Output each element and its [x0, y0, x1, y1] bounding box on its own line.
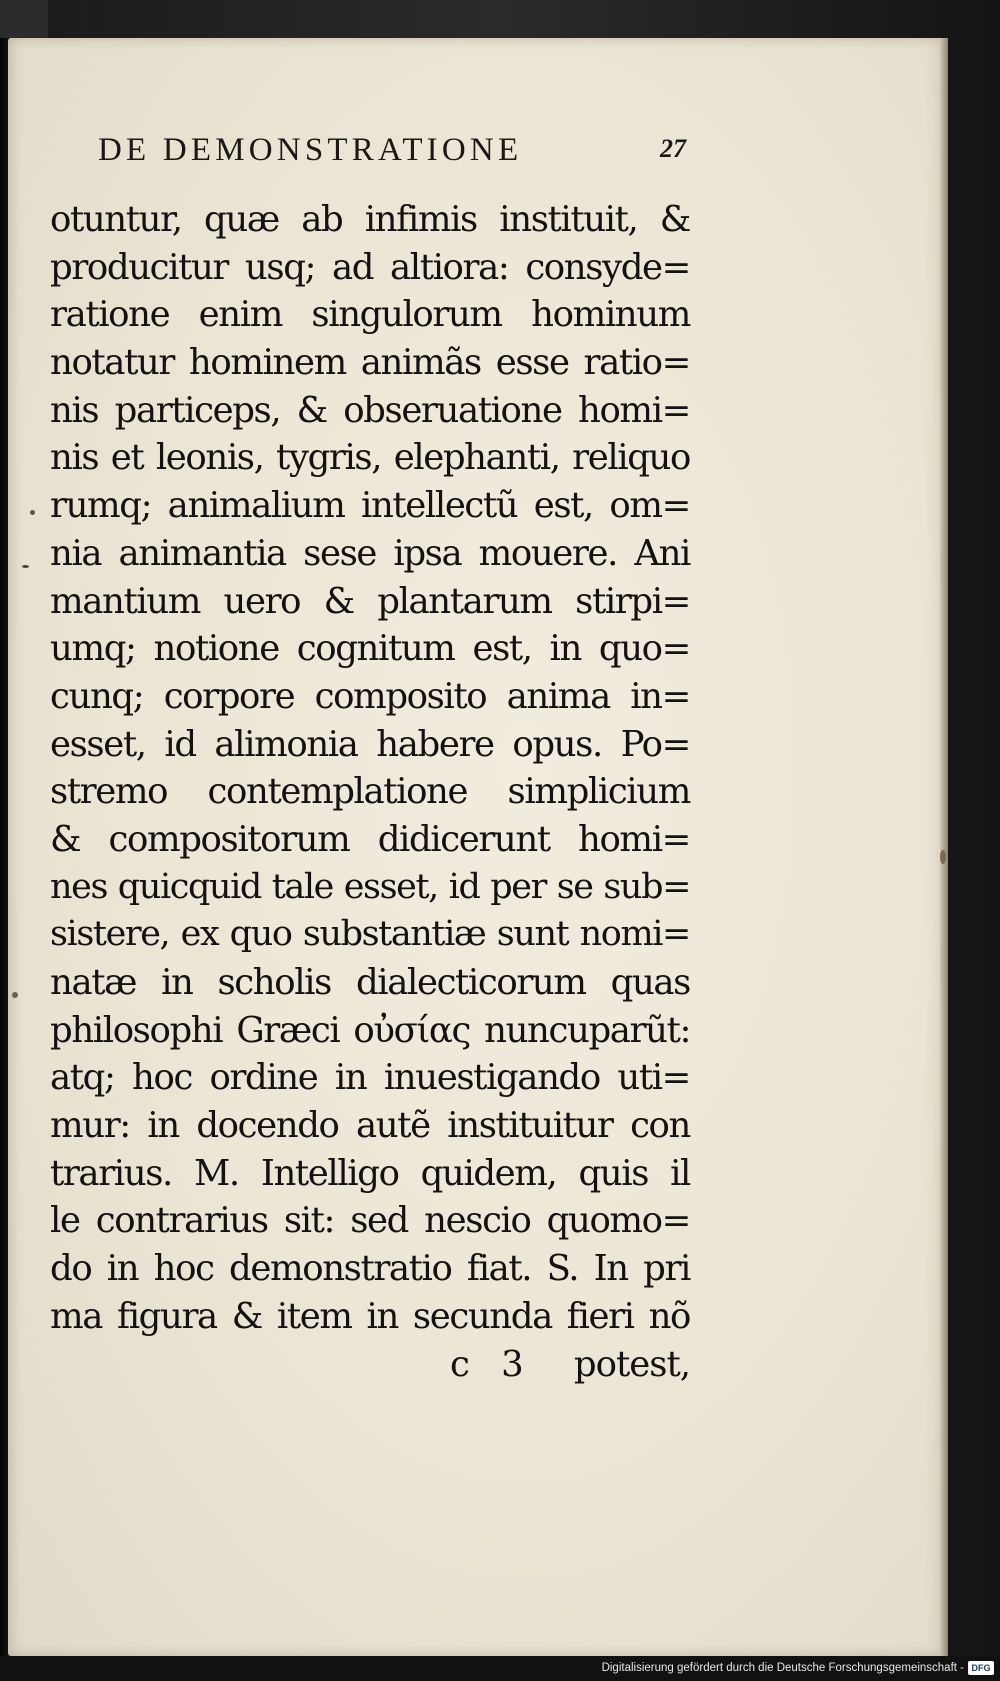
text-line: nis et leonis, tygris, elephanti, reliquo: [50, 437, 690, 479]
text-line: nes quicquid tale esset, id per se sub=: [50, 866, 690, 907]
text-line: stremo contemplatione simplicium: [50, 771, 690, 813]
text-line: umq; notione cognitum est, in quo=: [50, 628, 690, 670]
folio-number: 27: [660, 134, 686, 163]
funding-credit: Digitalisierung gefördert durch die Deutsche Forschungsgemeinschaft -: [601, 1662, 964, 1674]
text-block: [50, 196, 690, 1388]
text-line: le contrarius sit: sed nescio quomo=: [50, 1200, 690, 1242]
text-line: do in hoc demonstratio fiat. S. In pri: [50, 1248, 690, 1290]
text-line: esset, id alimonia habere opus. Po=: [50, 723, 690, 765]
ink-speck: [22, 565, 29, 568]
text-line: notatur hominem animãs esse ratio=: [50, 342, 690, 384]
text-line: & compositorum didicerunt homi=: [50, 818, 690, 860]
text-line: natæ in scholis dialecticorum quas: [50, 962, 690, 1003]
dfg-logo-icon: DFG: [968, 1661, 994, 1675]
ink-speck: [12, 992, 18, 998]
paper-stain: [940, 850, 946, 864]
text-line: otuntur, quæ ab infimis instituit, &: [50, 199, 690, 240]
text-line: philosophi Græci οὐσίας nuncuparũt:: [50, 1009, 690, 1051]
text-line: atq; hoc ordine in inuestigando uti=: [50, 1057, 690, 1099]
text-line: ratione enim singulorum hominum: [50, 294, 690, 336]
text-line: mur: in docendo autẽ instituitur con: [50, 1105, 690, 1147]
catchword: potest,: [573, 1343, 690, 1385]
text-line: nia animantia sese ipsa mouere. Ani: [50, 532, 690, 574]
text-line: trarius. M. Intelligo quidem, quis il: [50, 1152, 690, 1194]
text-line: ma figura & item in secunda fieri nõ: [50, 1295, 690, 1337]
text-line: sistere, ex quo substantiæ sunt nomi=: [50, 914, 690, 955]
ink-speck: [30, 510, 35, 515]
text-line: rumq; animalium intellectũ est, om=: [50, 485, 690, 527]
text-line: mantium uero & plantarum stirpi=: [50, 580, 690, 622]
page-edge: [940, 38, 948, 1656]
text-line: nis particeps, & obseruatione homi=: [50, 389, 690, 431]
text-line: producitur usq; ad altiora: consyde=: [50, 246, 690, 288]
signature-mark: c 3: [450, 1343, 534, 1385]
scan-corner: [0, 0, 48, 38]
running-head: DE DEMONSTRATIONE: [98, 132, 523, 168]
text-line: cunq; corpore composito anima in=: [50, 675, 690, 717]
page-header: [98, 132, 698, 178]
signature-line: [50, 1341, 690, 1389]
